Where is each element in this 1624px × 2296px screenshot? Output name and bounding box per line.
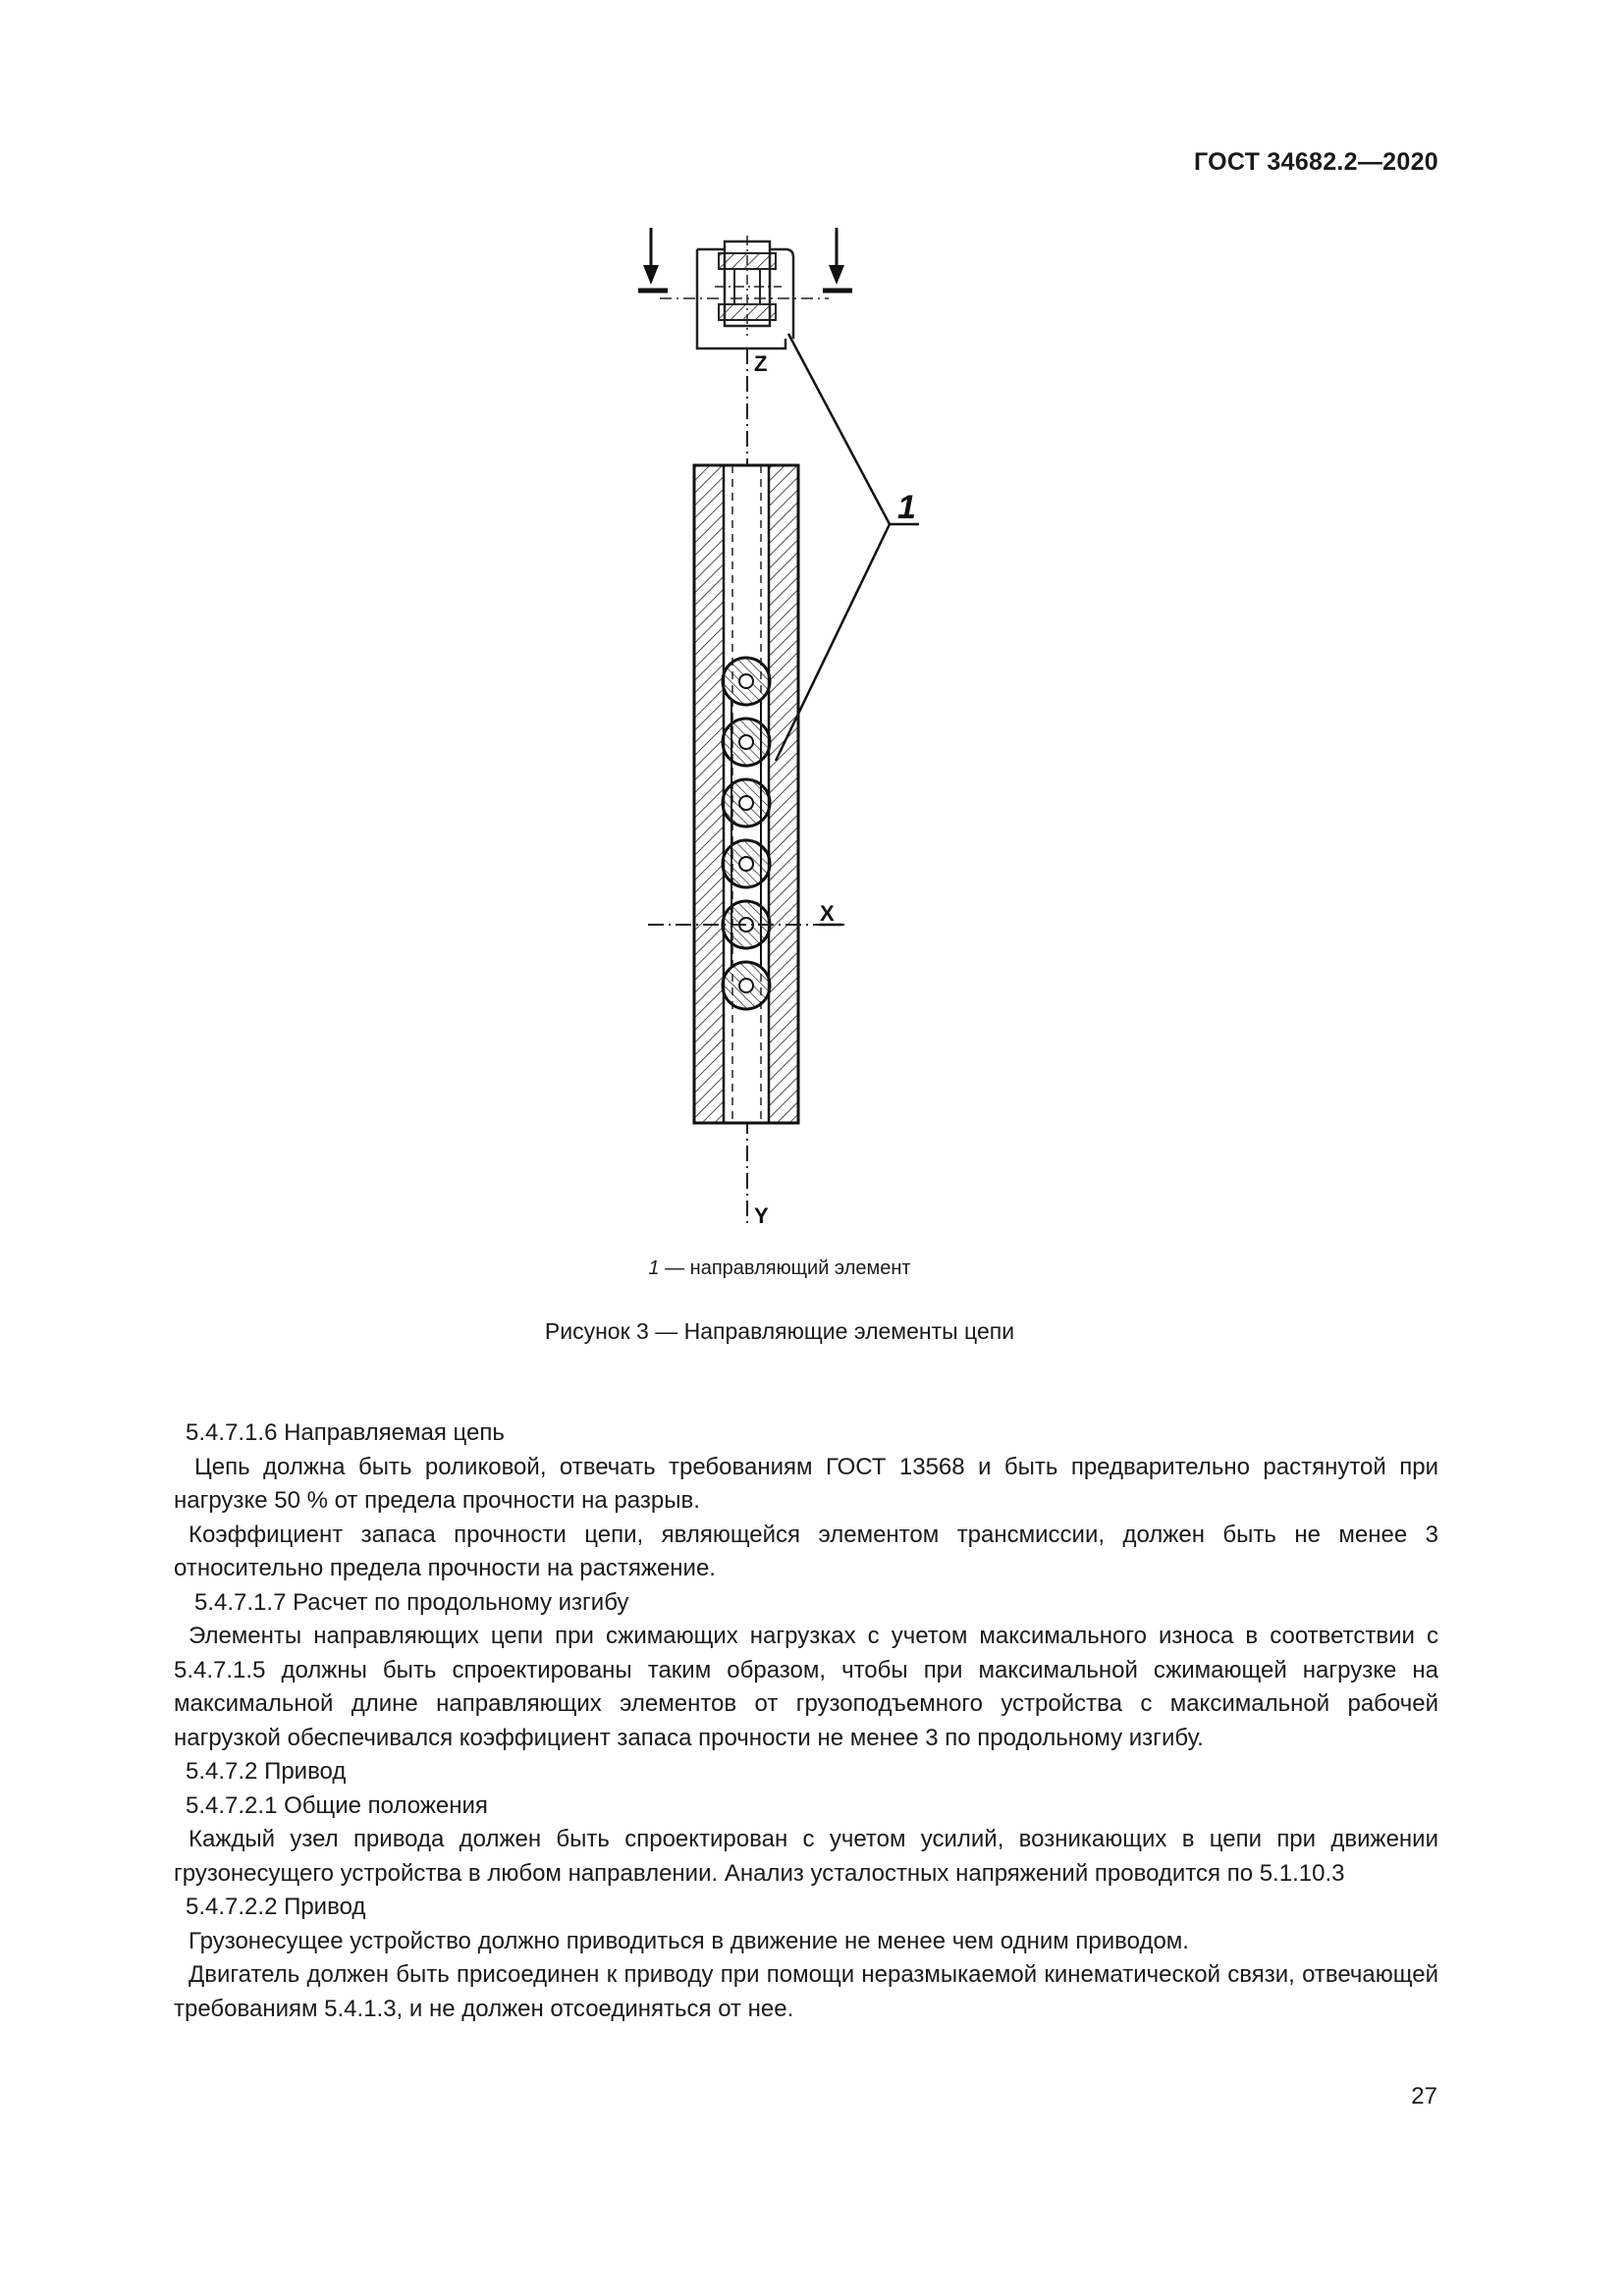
z-axis-label: Z [754, 351, 768, 376]
legend-number: 1 [648, 1257, 660, 1279]
section-view-top [638, 228, 852, 348]
y-axis-label: Y [754, 1203, 769, 1228]
section-arrow-right [823, 228, 852, 291]
paragraph: Элементы направляющих цепи при сжимающих нагрузках с учетом максимального износа в соответствии с 5.4.7.1.5 должны быть спроектированы таким образом, чтобы при максимальной сжимающей нагрузке на максимальной длине направляющих элементов от грузоподъемного устройства с максимальной рабочей нагрузкой обеспечивался коэффициент запаса прочности не менее 3 по продольному изгибу. [174, 1623, 1438, 1751]
clause-5-4-7-2-heading: 5.4.7.2 Привод [186, 1758, 347, 1785]
body-text [174, 1416, 1438, 2026]
guide-body-section [694, 465, 798, 1123]
paragraph: Цепь должна быть роликовой, отвечать требованиям ГОСТ 13568 и быть предварительно растянутой при нагрузке 50 % от предела прочности на разрыв. [174, 1453, 1438, 1514]
clause-5-4-7-2-1-heading: 5.4.7.2.1 Общие положения [186, 1791, 488, 1819]
x-axis-label: X [820, 901, 835, 926]
figure-legend [0, 1257, 1559, 1280]
legend-text: — направляющий элемент [659, 1257, 911, 1279]
paragraph: Двигатель должен быть присоединен к приводу при помощи неразмыкаемой кинематической связи, отвечающей требованиям 5.4.1.3, и не должен отсоединяться от нее. [174, 1961, 1438, 2022]
callout-number-1: 1 [897, 489, 916, 526]
paragraph: Грузонесущее устройство должно приводиться в движение не менее чем одним приводом. [189, 1927, 1189, 1954]
clause-5-4-7-1-7-heading: 5.4.7.1.7 Расчет по продольному изгибу [194, 1588, 629, 1616]
paragraph: Каждый узел привода должен быть спроектирован с учетом усилий, возникающих в цепи при движении грузонесущего устройства в любом направлении. Анализ усталостных напряжений проводится по 5.1.10.3 [174, 1826, 1438, 1887]
section-arrow-left [638, 228, 668, 291]
clause-5-4-7-1-6-heading: 5.4.7.1.6 Направляемая цепь [186, 1419, 505, 1446]
document-standard-number: ГОСТ 34682.2—2020 [1193, 148, 1438, 176]
figure-caption: Рисунок 3 — Направляющие элементы цепи [544, 1318, 1015, 1344]
clause-5-4-7-2-2-heading: 5.4.7.2.2 Привод [186, 1894, 366, 1920]
paragraph: Коэффициент запаса прочности цепи, являющейся элементом трансмиссии, должен быть не менее 3 относительно предела прочности на растяжение. [174, 1521, 1438, 1581]
page-number: 27 [1411, 2083, 1437, 2109]
